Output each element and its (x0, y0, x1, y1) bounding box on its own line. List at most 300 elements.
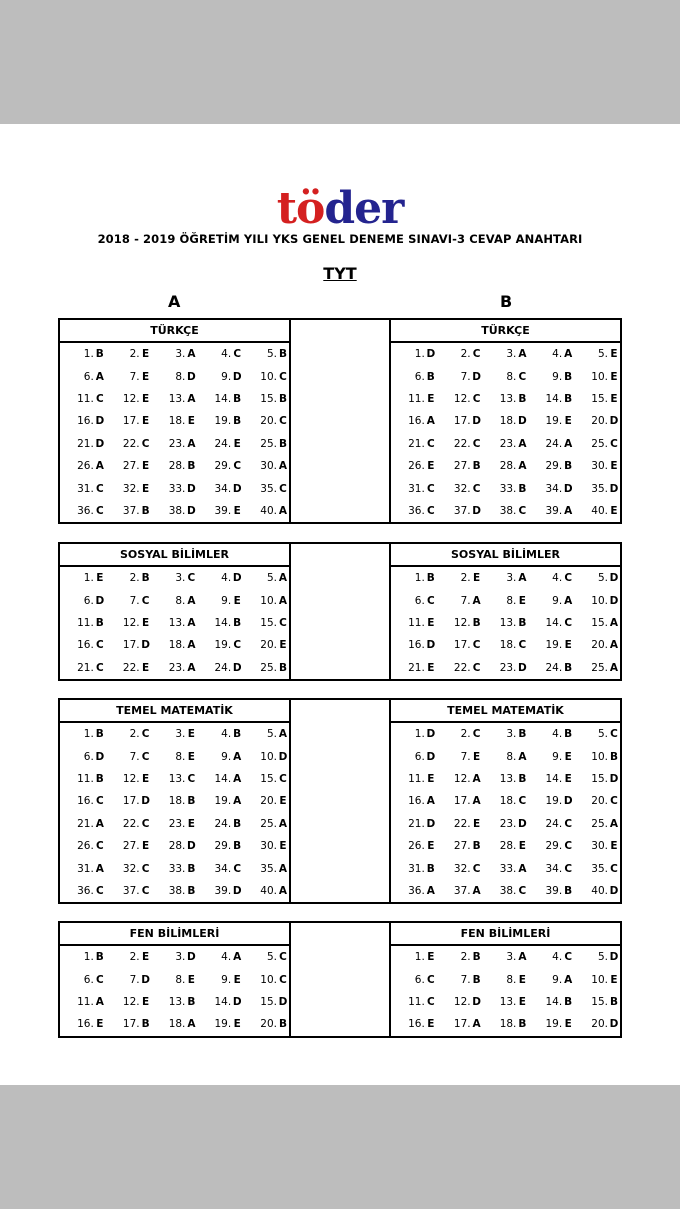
answer-letter: C (95, 840, 104, 853)
answer-letter: C (426, 504, 435, 517)
answer-letter: E (610, 504, 618, 517)
answer-letter: E (142, 995, 150, 1008)
answer-cell (197, 572, 243, 584)
answer-letter: B (472, 951, 481, 964)
answer-cell (106, 595, 152, 607)
answer-letter: A (187, 594, 196, 607)
question-number: 8. (175, 594, 186, 607)
question-number: 10. (260, 370, 277, 383)
answer-cell (60, 639, 106, 651)
question-number: 19. (214, 1018, 232, 1031)
answer-letter: C (95, 884, 104, 897)
answer-letter: A (609, 616, 619, 629)
answer-cell (243, 348, 289, 360)
answer-letter: C (141, 884, 150, 897)
answer-cell (60, 1018, 106, 1030)
question-number: 37. (122, 884, 140, 897)
answer-letter: E (233, 594, 241, 607)
answer-row (60, 634, 289, 656)
answer-cell (574, 996, 620, 1008)
question-number: 11. (408, 616, 425, 629)
answer-row (60, 567, 289, 589)
question-number: 13. (168, 995, 186, 1008)
question-number: 32. (453, 482, 471, 495)
answer-cell (574, 438, 620, 450)
answer-letter: B (141, 504, 150, 517)
answer-row (60, 880, 289, 902)
answer-cell (60, 572, 106, 584)
question-number: 20. (591, 1018, 608, 1031)
answer-letter: C (610, 437, 618, 450)
answer-letter: A (472, 594, 481, 607)
answer-cell (574, 751, 620, 763)
answer-cell (574, 572, 620, 584)
answer-cell (60, 751, 106, 763)
answer-letter: E (610, 392, 618, 405)
question-number: 21. (408, 817, 425, 830)
question-number: 13. (499, 616, 517, 629)
answer-letter: A (609, 661, 619, 674)
answer-grid-a (58, 921, 291, 1038)
answer-cell (391, 595, 437, 607)
question-number: 18. (499, 795, 517, 808)
question-number: 11. (408, 995, 425, 1008)
answer-cell (106, 996, 152, 1008)
answer-letter: C (233, 460, 242, 473)
question-number: 30. (260, 460, 277, 473)
answer-cell (437, 1018, 483, 1030)
answer-cell (60, 460, 106, 472)
question-number: 38. (168, 504, 186, 517)
answer-cell (437, 840, 483, 852)
answer-letter: B (564, 460, 573, 473)
answer-cell (197, 951, 243, 963)
question-number: 36. (77, 504, 94, 517)
answer-cell (60, 438, 106, 450)
answer-letter: B (564, 884, 573, 897)
answer-cell (243, 863, 289, 875)
answer-letter: B (141, 1018, 150, 1031)
answer-letter: D (232, 661, 242, 674)
answer-letter: D (232, 884, 242, 897)
answer-letter: E (142, 415, 150, 428)
answer-letter: C (472, 639, 481, 652)
question-number: 11. (77, 772, 94, 785)
question-number: 15. (591, 392, 608, 405)
answer-cell (197, 639, 243, 651)
question-number: 20. (591, 795, 608, 808)
answer-row (391, 567, 620, 589)
answer-letter: E (610, 973, 618, 986)
question-number: 39. (545, 504, 563, 517)
question-number: 9. (221, 973, 232, 986)
answer-letter: E (427, 1018, 435, 1031)
answer-letter: A (518, 750, 527, 763)
question-number: 16. (408, 795, 425, 808)
answer-letter: D (472, 415, 481, 428)
answer-letter: E (427, 951, 435, 964)
answer-cell (243, 617, 289, 629)
answer-cell (152, 639, 198, 651)
answer-cell (437, 863, 483, 875)
answer-letter: B (95, 728, 104, 741)
answer-letter: B (187, 995, 196, 1008)
answer-cell (528, 974, 574, 986)
question-number: 38. (499, 504, 517, 517)
question-number: 3. (175, 728, 186, 741)
answer-cell (437, 639, 483, 651)
answer-cell (106, 863, 152, 875)
answer-letter: C (518, 639, 527, 652)
question-number: 20. (260, 639, 277, 652)
answer-cell (391, 751, 437, 763)
question-number: 6. (414, 370, 425, 383)
question-number: 16. (408, 1018, 425, 1031)
question-number: 25. (260, 817, 277, 830)
question-number: 2. (460, 348, 471, 361)
answer-letter: D (609, 594, 619, 607)
question-number: 35. (260, 862, 277, 875)
answer-letter: B (472, 973, 481, 986)
answer-row (391, 790, 620, 812)
answer-row (391, 657, 620, 679)
answer-cell (437, 974, 483, 986)
answer-row (391, 500, 620, 522)
section-header: TEMEL MATEMATİK (60, 700, 289, 723)
question-number: 8. (175, 750, 186, 763)
answer-letter: E (187, 415, 195, 428)
question-number: 14. (214, 772, 232, 785)
answer-letter: E (518, 840, 526, 853)
question-number: 27. (122, 460, 140, 473)
question-number: 15. (260, 392, 277, 405)
answer-letter: C (187, 572, 196, 585)
answer-row (391, 612, 620, 634)
question-number: 6. (83, 370, 94, 383)
question-number: 23. (499, 661, 517, 674)
answer-cell (106, 572, 152, 584)
answer-letter: D (609, 572, 619, 585)
answer-letter: A (518, 862, 527, 875)
question-number: 29. (214, 840, 232, 853)
answer-cell (391, 505, 437, 517)
answer-row (60, 455, 289, 477)
question-number: 11. (77, 616, 94, 629)
answer-cell (483, 951, 529, 963)
answer-cell (528, 818, 574, 830)
answer-letter: D (472, 995, 481, 1008)
answer-cell (528, 751, 574, 763)
question-number: 19. (545, 795, 563, 808)
answer-letter: D (472, 370, 481, 383)
answer-letter: B (426, 572, 435, 585)
answer-letter: E (187, 973, 195, 986)
section-header: SOSYAL BİLİMLER (60, 544, 289, 567)
answer-cell (152, 951, 198, 963)
question-number: 15. (591, 995, 608, 1008)
answer-cell (528, 617, 574, 629)
answer-cell (574, 639, 620, 651)
answer-letter: D (95, 750, 105, 763)
answer-letter: D (141, 973, 150, 986)
answer-letter: A (95, 460, 104, 473)
question-number: 12. (122, 616, 140, 629)
answer-letter: A (187, 639, 196, 652)
answer-cell (152, 773, 198, 785)
document-title: 2018 - 2019 ÖĞRETİM YILI YKS GENEL DENEME SINAVI-3 CEVAP ANAHTARI (97, 232, 583, 246)
answer-letter: A (95, 370, 104, 383)
question-number: 18. (499, 1018, 517, 1031)
question-number: 3. (175, 951, 186, 964)
answer-cell (391, 617, 437, 629)
answer-cell (391, 348, 437, 360)
answer-letter: C (564, 840, 573, 853)
answer-letter: D (609, 482, 619, 495)
answer-cell (574, 951, 620, 963)
question-number: 31. (408, 482, 425, 495)
answer-cell (60, 885, 106, 897)
question-number: 4. (552, 728, 563, 741)
answer-cell (197, 996, 243, 1008)
question-number: 23. (499, 437, 517, 450)
answer-letter: C (518, 795, 527, 808)
answer-letter: C (472, 348, 481, 361)
answer-cell (437, 505, 483, 517)
question-number: 1. (414, 348, 425, 361)
answer-letter: D (187, 951, 196, 964)
answer-cell (243, 885, 289, 897)
answer-cell (106, 438, 152, 450)
answer-cell (483, 438, 529, 450)
answer-letter: A (518, 460, 527, 473)
answer-cell (437, 885, 483, 897)
answer-letter: E (564, 639, 572, 652)
question-number: 13. (499, 392, 517, 405)
answer-cell (437, 483, 483, 495)
question-number: 23. (168, 437, 186, 450)
answer-cell (60, 840, 106, 852)
answer-letter: D (232, 995, 242, 1008)
question-number: 19. (545, 639, 563, 652)
answer-letter: D (187, 504, 196, 517)
question-number: 28. (168, 460, 186, 473)
answer-letter: D (141, 795, 150, 808)
question-number: 26. (408, 460, 425, 473)
answer-letter: B (233, 392, 242, 405)
question-number: 25. (591, 817, 608, 830)
spacer-box (289, 542, 391, 681)
answer-cell (391, 1018, 437, 1030)
question-number: 24. (214, 817, 232, 830)
answer-letter: B (278, 1018, 287, 1031)
answer-cell (528, 415, 574, 427)
answer-letter: D (95, 437, 105, 450)
question-number: 10. (591, 750, 608, 763)
answer-cell (391, 438, 437, 450)
question-number: 12. (122, 995, 140, 1008)
answer-row (60, 657, 289, 679)
answer-cell (60, 617, 106, 629)
answer-row (391, 634, 620, 656)
answer-cell (60, 996, 106, 1008)
answer-letter: B (518, 728, 527, 741)
answer-cell (574, 773, 620, 785)
answer-cell (437, 460, 483, 472)
question-number: 36. (408, 884, 425, 897)
question-number: 17. (122, 795, 140, 808)
question-number: 5. (597, 728, 608, 741)
answer-letter: A (233, 772, 242, 785)
answer-row (391, 768, 620, 790)
exam-type-heading: TYT (323, 264, 357, 283)
answer-cell (391, 840, 437, 852)
answer-letter: A (426, 795, 435, 808)
question-number: 6. (83, 594, 94, 607)
answer-row (391, 745, 620, 767)
question-number: 5. (266, 348, 277, 361)
answer-letter: B (187, 460, 196, 473)
question-number: 10. (591, 973, 608, 986)
answer-letter: D (278, 995, 288, 1008)
answer-row (391, 946, 620, 968)
answer-cell (243, 415, 289, 427)
answer-letter: A (187, 616, 196, 629)
question-number: 27. (453, 840, 471, 853)
answer-letter: C (141, 750, 150, 763)
answer-letter: E (96, 572, 104, 585)
answer-letter: C (610, 795, 618, 808)
answer-letter: E (518, 973, 526, 986)
question-number: 13. (168, 772, 186, 785)
answer-letter: C (564, 862, 573, 875)
answer-cell (197, 371, 243, 383)
answer-letter: A (564, 973, 573, 986)
answer-cell (197, 773, 243, 785)
answer-cell (152, 460, 198, 472)
answer-cell (437, 348, 483, 360)
question-number: 22. (453, 661, 471, 674)
question-number: 25. (260, 437, 277, 450)
answer-cell (243, 996, 289, 1008)
answer-cell (528, 662, 574, 674)
answer-cell (60, 371, 106, 383)
answer-cell (528, 639, 574, 651)
answer-cell (106, 505, 152, 517)
answer-cell (483, 662, 529, 674)
answer-cell (152, 572, 198, 584)
answer-letter: D (141, 639, 150, 652)
question-number: 5. (266, 572, 277, 585)
answer-letter: C (518, 884, 527, 897)
answer-cell (437, 371, 483, 383)
answer-letter: A (472, 884, 481, 897)
answer-cell (60, 818, 106, 830)
answer-cell (243, 639, 289, 651)
question-number: 28. (168, 840, 186, 853)
answer-letter: B (472, 840, 481, 853)
answer-row (60, 388, 289, 410)
answer-letter: A (518, 348, 527, 361)
question-number: 17. (453, 415, 471, 428)
question-number: 26. (77, 460, 94, 473)
question-number: 25. (591, 661, 608, 674)
question-number: 17. (122, 1018, 140, 1031)
question-number: 6. (414, 973, 425, 986)
question-number: 7. (460, 973, 471, 986)
answer-cell (483, 572, 529, 584)
answer-cell (152, 840, 198, 852)
answer-letter: A (278, 504, 288, 517)
answer-cell (60, 505, 106, 517)
answer-cell (574, 393, 620, 405)
question-number: 24. (214, 661, 232, 674)
answer-letter: E (233, 437, 241, 450)
answer-cell (437, 818, 483, 830)
answer-letter: B (426, 370, 435, 383)
question-number: 12. (122, 772, 140, 785)
answer-cell (574, 795, 620, 807)
answer-cell (152, 348, 198, 360)
answer-letter: B (518, 772, 527, 785)
answer-row (60, 1013, 289, 1035)
question-number: 1. (83, 951, 94, 964)
answer-cell (528, 885, 574, 897)
question-number: 3. (175, 572, 186, 585)
answer-cell (391, 728, 437, 740)
question-number: 14. (214, 616, 232, 629)
answer-letter: C (279, 772, 287, 785)
question-number: 31. (77, 862, 94, 875)
answer-cell (574, 348, 620, 360)
answer-letter: A (426, 884, 435, 897)
question-number: 23. (168, 661, 186, 674)
answer-cell (574, 1018, 620, 1030)
question-number: 10. (260, 973, 277, 986)
answer-letter: B (518, 482, 527, 495)
answer-letter: B (95, 348, 104, 361)
answer-letter: A (609, 639, 619, 652)
question-number: 5. (597, 348, 608, 361)
answer-letter: C (95, 392, 104, 405)
answer-letter: A (518, 951, 527, 964)
question-number: 11. (77, 995, 94, 1008)
answer-cell (197, 483, 243, 495)
answer-letter: C (426, 995, 435, 1008)
question-number: 19. (214, 639, 232, 652)
answer-letter: B (233, 728, 242, 741)
answer-cell (243, 974, 289, 986)
question-number: 22. (122, 437, 140, 450)
answer-row (391, 968, 620, 990)
question-number: 32. (122, 862, 140, 875)
answer-row (60, 589, 289, 611)
answer-letter: C (141, 437, 150, 450)
answer-letter: E (518, 594, 526, 607)
answer-row (60, 768, 289, 790)
answer-cell (197, 751, 243, 763)
answer-letter: E (142, 460, 150, 473)
question-number: 1. (414, 951, 425, 964)
answer-cell (243, 1018, 289, 1030)
spacer-box (289, 698, 391, 904)
question-number: 14. (214, 392, 232, 405)
answer-letter: E (473, 572, 481, 585)
question-number: 30. (591, 840, 608, 853)
question-number: 9. (552, 594, 563, 607)
answer-letter: E (427, 661, 435, 674)
question-number: 33. (499, 862, 517, 875)
answer-letter: E (279, 639, 287, 652)
